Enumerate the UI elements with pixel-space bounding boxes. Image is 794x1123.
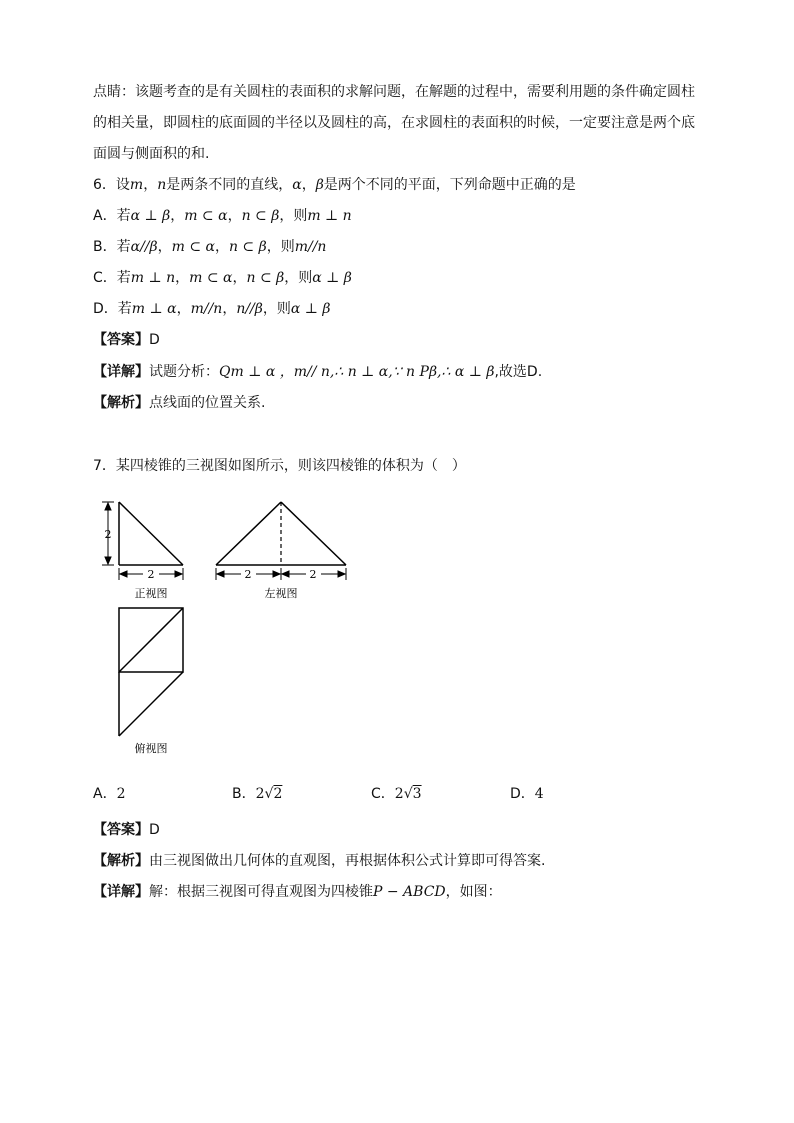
q6-option-a: A．若α ⊥ β，m ⊂ α，n ⊂ β，则m ⊥ n [93, 208, 352, 224]
q6-option-b: B．若α//β，m ⊂ α，n ⊂ β，则m//n [93, 239, 327, 255]
q7-choice-d: D．4 [510, 786, 544, 802]
side-view-label: 左视图 [264, 587, 298, 600]
side-width-dimension [216, 568, 346, 580]
q6-detail: 【详解】试题分析：Qm ⊥ α ，m// n,∴ n ⊥ α,∵ n Pβ,∴ α ⊥ β,故选D. [93, 364, 543, 380]
side-view [216, 502, 346, 565]
q6-option-c: C．若m ⊥ n，m ⊂ α，n ⊂ β，则α ⊥ β [93, 270, 352, 286]
front-view [119, 502, 183, 565]
q7-choice-b: B．2√2 [232, 786, 283, 802]
dim-side-left-label: 2 [244, 568, 252, 581]
q7-stem: 7．某四棱锥的三视图如图所示，则该四棱锥的体积为（ ） [93, 458, 466, 474]
front-view-label: 正视图 [134, 587, 168, 600]
sqrt-sign: √ [403, 786, 413, 802]
sqrt-sign: √ [264, 786, 274, 802]
q7-answer: 【答案】D [93, 822, 160, 838]
q7-choice-c: C．2√3 [371, 786, 422, 802]
dim-height-label: 2 [104, 528, 112, 541]
q6-option-d: D．若m ⊥ α，m//n，n//β，则α ⊥ β [93, 301, 331, 317]
q6-analysis: 【解析】点线面的位置关系. [93, 395, 266, 411]
dianjing-line-2: 的相关量，即圆柱的底面圆的半径以及圆柱的高，在求圆柱的表面积的时候，一定要注意是两个底 [93, 115, 695, 131]
dim-front-width-label: 2 [147, 568, 155, 581]
q6-stem: 6．设m，n是两条不同的直线，α，β是两个不同的平面，下列命题中正确的是 [93, 177, 576, 193]
top-view-label: 俯视图 [134, 742, 168, 755]
dim-side-right-label: 2 [309, 568, 317, 581]
q7-analysis: 【解析】由三视图做出几何体的直观图，再根据体积公式计算即可得答案. [93, 853, 546, 869]
dianjing-line-1: 点睛：该题考查的是有关圆柱的表面积的求解问题，在解题的过程中，需要利用题的条件确定圆柱 [93, 84, 695, 100]
q7-choice-a: A．2 [93, 786, 126, 802]
dianjing-line-3: 面圆与侧面积的和. [93, 146, 210, 162]
q6-answer: 【答案】D [93, 332, 160, 348]
top-view [119, 608, 183, 736]
three-view-figure [92, 492, 362, 762]
q7-detail: 【详解】解：根据三视图可得直观图为四棱锥P − ABCD，如图： [93, 884, 502, 900]
